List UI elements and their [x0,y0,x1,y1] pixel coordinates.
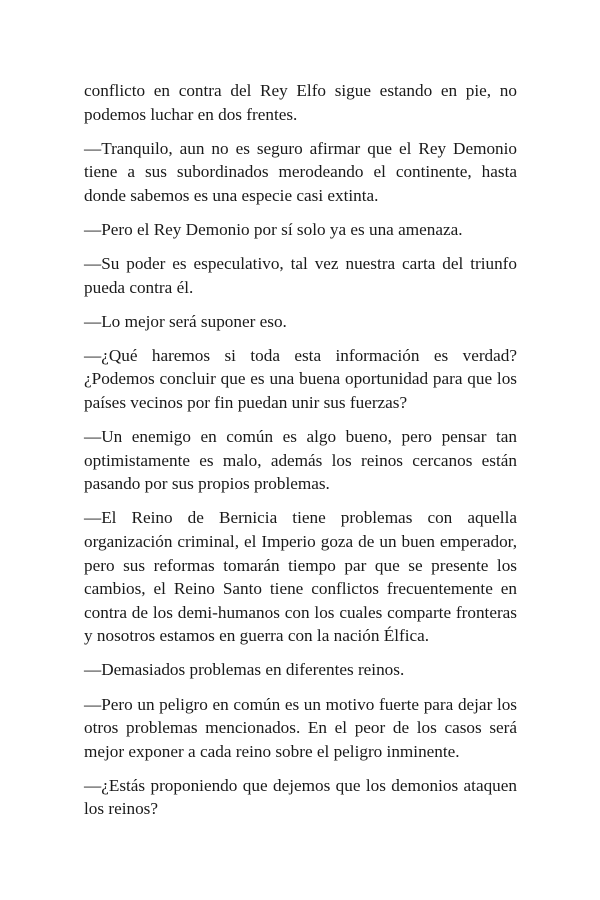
paragraph-3: —Pero el Rey Demonio por sí solo ya es una amenaza. [84,219,463,239]
paragraph-5: —Lo mejor será suponer eso. [84,311,287,331]
paragraph-7: —Un enemigo en común es algo bueno, pero pensar tan optimistamente es malo, además los reinos cercanos están pasando por sus propios problemas. [84,427,517,494]
paragraph-2: —Tranquilo, aun no es seguro afirmar que el Rey Demonio tiene a sus subordinados merodeando el continente, hasta donde sabemos es una especie casi extinta. [84,138,517,205]
paragraph-11: —¿Estás proponiendo que dejemos que los demonios ataquen los reinos? [84,775,517,819]
page-body [84,79,517,832]
paragraph-10: —Pero un peligro en común es un motivo fuerte para dejar los otros problemas mencionados. En el peor de los casos será mejor exponer a cada reino sobre el peligro inminente. [84,694,517,761]
paragraph-9: —Demasiados problemas en diferentes reinos. [84,660,405,680]
paragraph-6: —¿Qué haremos si toda esta información es verdad? ¿Podemos concluir que es una buena oportunidad para que los países vecinos por fin puedan unir sus fuerzas? [84,345,517,413]
paragraph-4: —Su poder es especulativo, tal vez nuestra carta del triunfo pueda contra él. [84,254,517,297]
paragraph-1: conflicto en contra del Rey Elfo sigue estando en pie, no podemos luchar en dos frentes. [84,81,517,124]
paragraph-8: —El Reino de Bernicia tiene problemas con aquella organización criminal, el Imperio goza de un buen emperador, pero sus reformas tomarán tiempo par que se presente los cambios, el Reino Santo tiene conflictos frecuentemente en contra de los demi-humanos con los cuales comparte fronteras y nosotros estamos en guerra con la nación Élfica. [84,508,517,646]
